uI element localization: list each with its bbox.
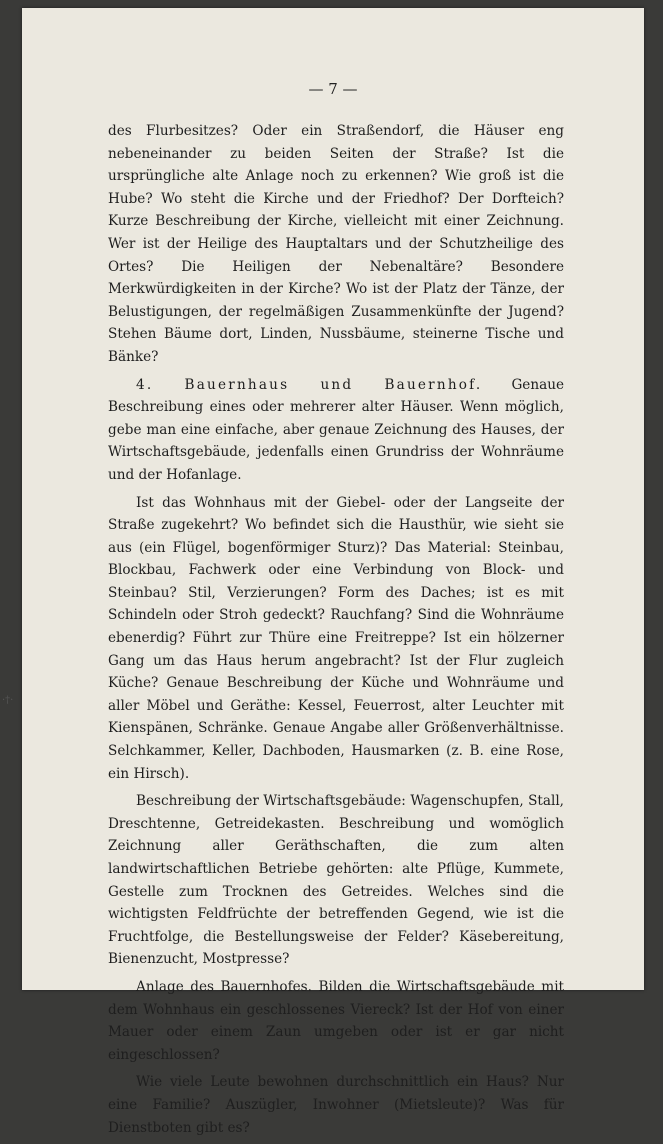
page-sheet xyxy=(22,8,644,1136)
margin-mark: ·†· xyxy=(2,695,14,706)
paragraph-text: Genaue Beschreibung eines oder mehrerer alter Häuser. Wenn möglich, gebe man eine einfache, aber genaue Zeichnung des Hauses, der Wirtschaftsgebäude, jedenfalls einen Grundriss der Wohnräume und der Hofanlage. xyxy=(108,376,565,483)
paragraph-text: Wie viele Leute bewohnen durchschnittlich ein Haus? Nur eine Familie? Auszügler, Inwohner (Mietsleute)? Was für Dienstboten gibt es? xyxy=(108,1074,564,1136)
paragraph-text: des Flurbesitzes? Oder ein Straßendorf, die Häuser eng nebeneinander zu beiden Seiten der Straße? Ist die ursprüngliche alte Anlage noch zu erkennen? Wie groß ist die Hube? Wo steht die Kirche und der Friedhof? Der Dorfteich? Kurze Beschreibung der Kirche, vielleicht mit einer Zeichnung. Wer ist der Heilige des Hauptaltars und der Schutzheilige des Ortes? Die Heiligen der Nebenaltäre? Besondere Merkwürdigkeiten in der Kirche? Wo ist der Platz der Tänze, der Belustigungen, der regelmäßigen Zusammenkünfte der Jugend? Stehen Bäume dort, Linden, Nussbäume, steinerne Tische und Bänke? xyxy=(108,123,564,365)
paragraph xyxy=(108,492,564,786)
paragraph xyxy=(108,1071,564,1139)
paragraph xyxy=(108,790,564,971)
paragraph-text: Ist das Wohnhaus mit der Giebel- oder der Langseite der Straße zugekehrt? Wo befindet sich die Hausthür, wie sieht sie aus (ein Flügel, bogenförmiger Sturz)? Das Material: Steinbau, Blockbau, Fachwerk oder eine Verbindung von Block- und Steinbau? Stil, Verzierungen? Form des Daches; ist es mit Schindeln oder Stroh gedeckt? Rauchfang? Sind die Wohnräume ebenerdig? Führt zur Thüre eine Freitreppe? Ist ein hölzerner Gang um das Haus herum angebracht? Ist der Flur zugleich Küche? Genaue Beschreibung der Küche und Wohnräume und aller Möbel und Geräthe: Kessel, Feuerrost, alter Leuchter mit Kienspänen, Schränke. Genaue Angabe aller Größenverhältnisse. Selchkammer, Keller, Dachboden, Hausmarken (z. B. eine Rose, ein Hirsch). xyxy=(108,494,564,782)
body-text xyxy=(108,120,564,1144)
section-heading: 4. Bauernhaus und Bauernhof. xyxy=(136,376,483,393)
page-number: — 7 — xyxy=(308,80,358,98)
paragraph xyxy=(108,976,564,1066)
paragraph-text: Beschreibung der Wirtschaftsgebäude: Wagenschupfen, Stall, Dreschtenne, Getreidekasten. Beschreibung und womöglich Zeichnung aller Geräthschaften, die zum alten landwirtschaftlichen Betriebe gehörten: alte Pflüge, Kummete, Gestelle zum Trocknen des Getreides. Welches sind die wichtigsten Feldfrüchte der betreffenden Gegend, wie ist die Fruchtfolge, die Bestellungsweise der Felder? Käsebereitung, Bienenzucht, Mostpresse? xyxy=(108,793,564,968)
paragraph xyxy=(108,120,564,369)
paragraph-text: Anlage des Bauernhofes. Bilden die Wirtschaftsgebäude mit dem Wohnhaus ein geschlossenes Viereck? Ist der Hof von einer Mauer oder einem Zaun umgeben oder ist er gar nicht eingeschlossen? xyxy=(108,978,564,1063)
paragraph xyxy=(108,374,564,487)
